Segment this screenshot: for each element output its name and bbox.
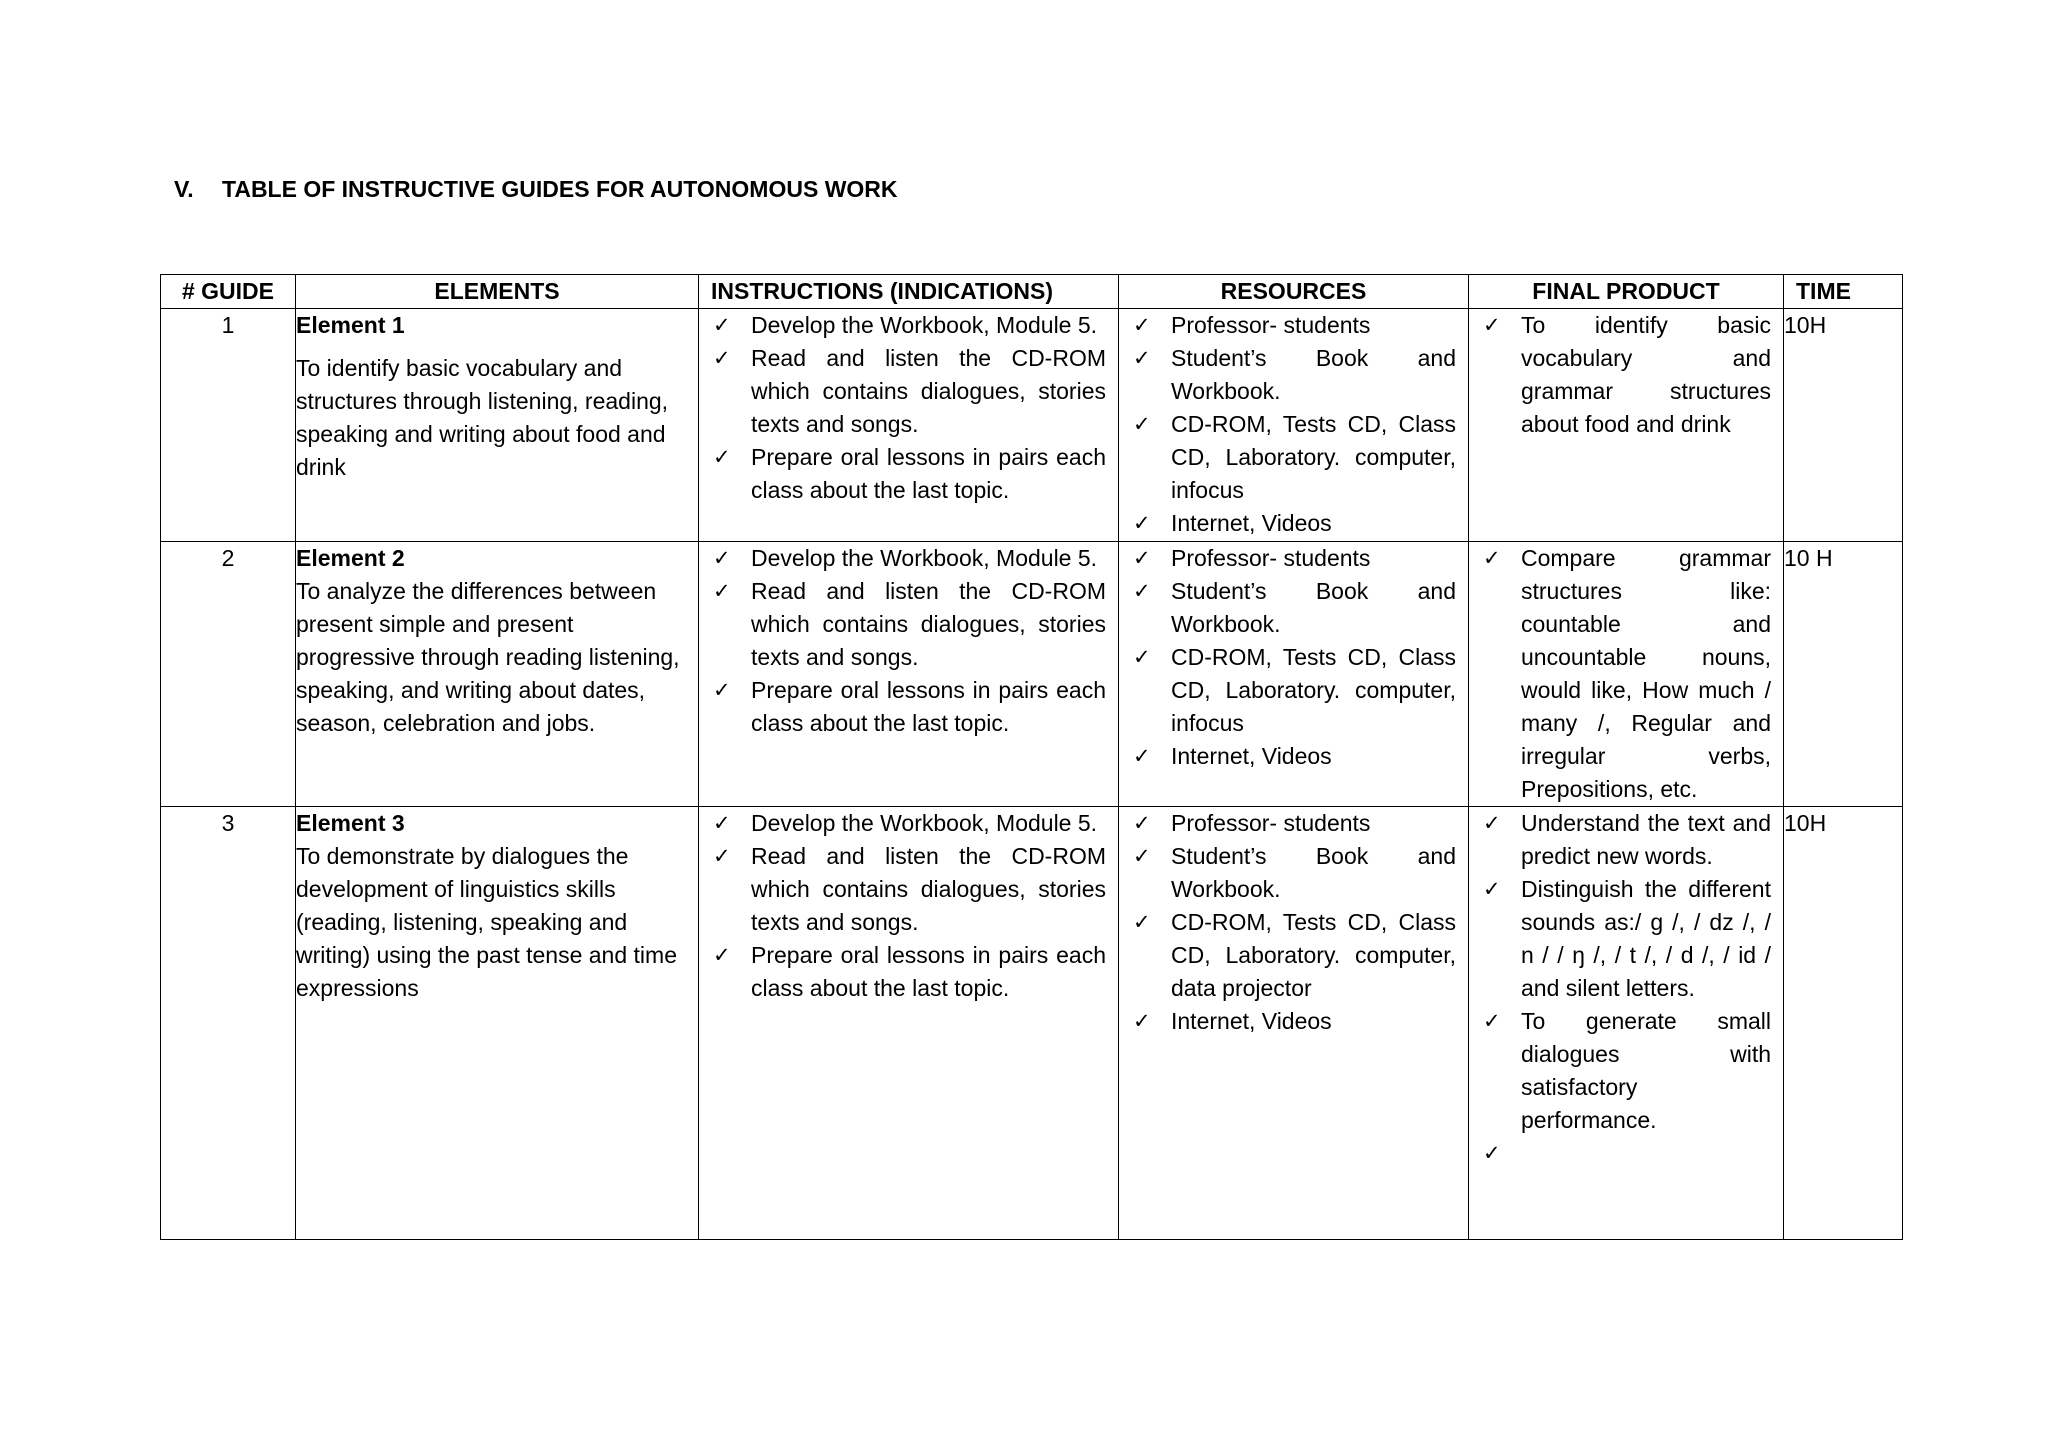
check-icon: ✓	[1133, 313, 1151, 337]
check-icon: ✓	[713, 811, 731, 835]
resource-item: ✓ CD-ROM, Tests CD, Class CD, Laboratory. computer, data projector	[1119, 906, 1456, 1005]
check-icon: ✓	[1133, 910, 1151, 934]
instructions-cell	[699, 807, 1119, 1240]
instruction-item: ✓ Develop the Workbook, Module 5.	[699, 542, 1106, 575]
guides-table	[160, 274, 1903, 1240]
check-icon: ✓	[1483, 1141, 1501, 1165]
final-product-item: ✓ To identify basic vocabulary and grammar structures about food and drink	[1469, 309, 1771, 441]
final-product-item: ✓ Understand the text and predict new words.	[1469, 807, 1771, 873]
final-product-item: ✓ Distinguish the different sounds as:/ g /, / dz /, / n / / ŋ /, / t /, / d /, / id / and silent letters.	[1469, 873, 1771, 1005]
time-value: 10 H	[1784, 542, 1903, 807]
resource-item: ✓ Professor- students	[1119, 309, 1456, 342]
resource-item: ✓ Student’s Book and Workbook.	[1119, 342, 1456, 408]
check-icon: ✓	[713, 313, 731, 337]
check-icon: ✓	[713, 546, 731, 570]
elements-cell	[296, 309, 699, 542]
header-resources: RESOURCES	[1119, 275, 1469, 309]
guide-number: 1	[161, 309, 296, 542]
instructions-cell	[699, 542, 1119, 807]
time-value: 10H	[1784, 807, 1903, 1240]
instruction-item: ✓ Prepare oral lessons in pairs each class about the last topic.	[699, 939, 1106, 1005]
header-time: TIME	[1784, 275, 1903, 309]
resources-cell	[1119, 309, 1469, 542]
resource-item: ✓ Student’s Book and Workbook.	[1119, 840, 1456, 906]
check-icon: ✓	[1483, 877, 1501, 901]
element-title: Element 3	[296, 810, 405, 836]
check-icon: ✓	[713, 844, 731, 868]
element-description: To demonstrate by dialogues the development of linguistics skills (reading, listening, speaking and writing) using the past tense and time expressions	[296, 843, 677, 1001]
table-row	[161, 542, 1903, 807]
check-icon: ✓	[1133, 412, 1151, 436]
elements-cell	[296, 542, 699, 807]
final-product-item: ✓ To generate small dialogues with satisfactory performance.	[1469, 1005, 1771, 1137]
resources-cell	[1119, 807, 1469, 1240]
resource-item: ✓ Internet, Videos	[1119, 507, 1456, 540]
final-product-cell	[1469, 807, 1784, 1240]
check-icon: ✓	[713, 579, 731, 603]
element-title: Element 1	[296, 312, 405, 338]
check-icon: ✓	[1133, 511, 1151, 535]
instruction-item: ✓ Prepare oral lessons in pairs each class about the last topic.	[699, 674, 1106, 740]
header-elements: ELEMENTS	[296, 275, 699, 309]
instructions-cell	[699, 309, 1119, 542]
resource-item: ✓ Internet, Videos	[1119, 740, 1456, 773]
header-instructions: INSTRUCTIONS (INDICATIONS)	[699, 275, 1119, 309]
check-icon: ✓	[713, 445, 731, 469]
check-icon: ✓	[1133, 579, 1151, 603]
table-header-row	[161, 275, 1903, 309]
resource-item: ✓ Professor- students	[1119, 807, 1456, 840]
check-icon: ✓	[1133, 811, 1151, 835]
final-product-item: ✓ Compare grammar structures like: countable and uncountable nouns, would like, How much / many /, Regular and irregular verbs, Prepositions, etc.	[1469, 542, 1771, 806]
check-icon: ✓	[1133, 546, 1151, 570]
table-row	[161, 807, 1903, 1240]
elements-cell	[296, 807, 699, 1240]
element-title: Element 2	[296, 545, 405, 571]
check-icon: ✓	[713, 678, 731, 702]
check-icon: ✓	[1133, 346, 1151, 370]
resource-item: ✓ CD-ROM, Tests CD, Class CD, Laboratory. computer, infocus	[1119, 408, 1456, 507]
resource-item: ✓ Internet, Videos	[1119, 1005, 1456, 1038]
resources-cell	[1119, 542, 1469, 807]
instruction-item: ✓ Develop the Workbook, Module 5.	[699, 309, 1106, 342]
section-title: TABLE OF INSTRUCTIVE GUIDES FOR AUTONOMOUS WORK	[222, 176, 898, 202]
final-product-cell	[1469, 309, 1784, 542]
instruction-item: ✓ Prepare oral lessons in pairs each class about the last topic.	[699, 441, 1106, 507]
final-product-cell	[1469, 542, 1784, 807]
resource-item: ✓ Professor- students	[1119, 542, 1456, 575]
guide-number: 3	[161, 807, 296, 1240]
check-icon: ✓	[1483, 546, 1501, 570]
instruction-item: ✓ Read and listen the CD-ROM which contains dialogues, stories texts and songs.	[699, 840, 1106, 939]
check-icon: ✓	[713, 346, 731, 370]
check-icon: ✓	[1133, 645, 1151, 669]
check-icon: ✓	[713, 943, 731, 967]
element-description: To identify basic vocabulary and structures through listening, reading, speaking and writing about food and drink	[296, 355, 669, 480]
section-heading	[174, 176, 898, 203]
check-icon: ✓	[1133, 1009, 1151, 1033]
check-icon: ✓	[1133, 844, 1151, 868]
header-final-product: FINAL PRODUCT	[1469, 275, 1784, 309]
resource-item: ✓ Student’s Book and Workbook.	[1119, 575, 1456, 641]
check-icon: ✓	[1133, 744, 1151, 768]
section-number: V.	[174, 176, 194, 202]
table-row	[161, 309, 1903, 542]
check-icon: ✓	[1483, 1009, 1501, 1033]
header-guide: # GUIDE	[161, 275, 296, 309]
resource-item: ✓ CD-ROM, Tests CD, Class CD, Laboratory. computer, infocus	[1119, 641, 1456, 740]
instruction-item: ✓ Read and listen the CD-ROM which contains dialogues, stories texts and songs.	[699, 575, 1106, 674]
guide-number: 2	[161, 542, 296, 807]
check-icon: ✓	[1483, 811, 1501, 835]
final-product-item	[1469, 1137, 1771, 1170]
time-value: 10H	[1784, 309, 1903, 542]
check-icon: ✓	[1483, 313, 1501, 337]
instruction-item: ✓ Read and listen the CD-ROM which contains dialogues, stories texts and songs.	[699, 342, 1106, 441]
element-description: To analyze the differences between present simple and present progressive through reading listening, speaking, and writing about dates, season, celebration and jobs.	[296, 578, 680, 736]
instruction-item: ✓ Develop the Workbook, Module 5.	[699, 807, 1106, 840]
